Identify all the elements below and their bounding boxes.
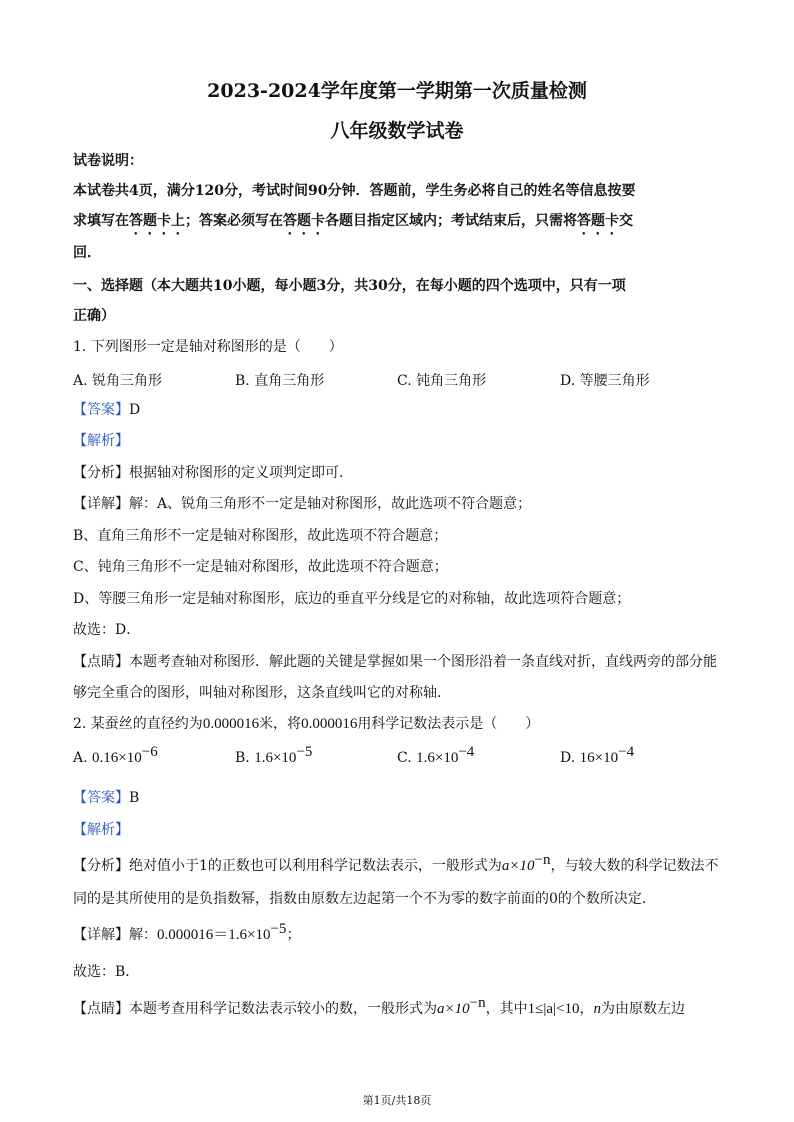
math-variable: n <box>593 1001 601 1017</box>
emphasis-text: 答题卡 <box>283 213 325 229</box>
text-segment: 解： <box>129 927 157 943</box>
instructions-line-3: 回． <box>73 245 101 261</box>
q1-option-b: B. 直角三角形 <box>235 373 325 389</box>
q1-dianjing-2: 够完全重合的图形，叫轴对称图形，这条直线叫它的对称轴． <box>73 685 451 701</box>
text-segment: 2. 某蚕丝的直径约为 <box>73 716 203 732</box>
q1-answer <box>73 401 140 419</box>
q2-stem <box>73 715 539 733</box>
option-math: 1.6×10 <box>254 750 297 766</box>
q2-option-b <box>235 744 313 767</box>
q2-analysis-tag: 【解析】 <box>73 822 129 838</box>
text-segment: ； <box>286 927 301 943</box>
q1-option-a: A. 锐角三角形 <box>73 373 163 389</box>
q1-xiangjie <box>73 495 531 513</box>
option-math: 1.6×10 <box>416 750 459 766</box>
option-math: 16×10 <box>579 750 619 766</box>
exam-title: 2023-2024学年度第一学期第一次质量检测 <box>207 80 587 102</box>
math-exponent: −n <box>469 995 486 1011</box>
text-segment: 交 <box>619 213 633 229</box>
dianjing-text: 本题考查轴对称图形．解此题的关键是掌握如果一个图形沿着一条直线对折，直线两旁的部分能 <box>129 654 717 670</box>
q1-stem: 1. 下列图形一定是轴对称图形的是（ ） <box>73 339 343 355</box>
text-segment: ；答案必须写在 <box>185 213 283 229</box>
math-exponent: −n <box>534 852 551 868</box>
math-expression: 0.000016＝1.6×10 <box>157 927 271 943</box>
q2-option-a <box>73 744 158 767</box>
text-segment: 本题考查用科学记数法表示较小的数，一般形式为 <box>129 1001 437 1017</box>
xiangjie-text: 解：A、锐角三角形不一定是轴对称图形，故此选项不符合题意； <box>129 496 532 512</box>
q2-fenxi-1 <box>73 852 719 875</box>
answer-value: B <box>129 790 140 806</box>
section-heading-line-1: 一、选择题（本大题共10小题，每小题3分，共30分，在每小题的四个选项中，只有一项 <box>73 278 626 294</box>
section-heading-line-2: 正确） <box>73 308 115 324</box>
emphasis-text: 答题卡 <box>577 213 619 229</box>
q1-dianjing-1 <box>73 653 717 671</box>
option-exponent: −4 <box>618 744 635 760</box>
fenxi-text: 根据轴对称图形的定义项判定即可． <box>129 465 353 481</box>
option-math: 0.16×10 <box>92 750 142 766</box>
dianjing-tag: 【点睛】 <box>73 1001 129 1017</box>
q2-option-d <box>560 744 635 767</box>
q2-xiangjie <box>73 921 301 944</box>
option-exponent: −4 <box>458 744 475 760</box>
math-expression: a×10 <box>501 858 535 874</box>
xiangjie-tag: 【详解】 <box>73 496 129 512</box>
q1-line-d: D、等腰三角形一定是轴对称图形，底边的垂直平分线是它的对称轴，故此选项符合题意； <box>73 591 631 607</box>
option-exponent: −5 <box>296 744 313 760</box>
q1-option-c: C. 钝角三角形 <box>397 373 487 389</box>
exam-subtitle: 八年级数学试卷 <box>330 120 464 142</box>
answer-tag: 【答案】 <box>73 402 129 418</box>
page-number: 第1页/共18页 <box>362 1094 432 1107</box>
instructions-line-1: 本试卷共4页，满分120分，考试时间90分钟．答题前，学生务必将自己的姓名等信息按要 <box>73 183 636 199</box>
q1-line-b: B、直角三角形不一定是轴对称图形，故此选项不符合题意； <box>73 528 448 544</box>
text-segment: 求填写在 <box>73 213 129 229</box>
q2-answer <box>73 789 139 807</box>
math-number: 0.000016 <box>301 716 358 732</box>
text-segment: ，与较大数的科学记数法不 <box>550 858 719 874</box>
q1-option-d: D. 等腰三角形 <box>560 373 650 389</box>
q2-choice: 故选：B． <box>73 964 140 980</box>
option-exponent: −6 <box>141 744 158 760</box>
text-segment: 用科学记数法表示是（ ） <box>357 716 540 732</box>
math-expression: a×10 <box>437 1001 470 1017</box>
option-label: A. <box>73 750 88 766</box>
text-segment: ， <box>579 1001 594 1017</box>
fenxi-tag: 【分析】 <box>73 465 129 481</box>
dianjing-tag: 【点睛】 <box>73 654 129 670</box>
text-segment: 为由原数左边 <box>600 1001 685 1017</box>
text-segment: ，其中 <box>485 1001 528 1017</box>
instructions-heading: 试卷说明： <box>73 153 143 169</box>
q2-option-c <box>397 744 475 767</box>
math-number: 0.000016 <box>202 716 260 732</box>
q1-line-c: C、钝角三角形不一定是轴对称图形，故此选项不符合题意； <box>73 559 448 575</box>
math-exponent: −5 <box>270 921 287 937</box>
answer-tag: 【答案】 <box>73 790 129 806</box>
q1-fenxi <box>73 464 353 482</box>
q2-dianjing <box>73 995 685 1018</box>
text-segment: 米，将 <box>259 716 302 732</box>
q1-choice: 故选：D． <box>73 622 141 638</box>
fenxi-tag: 【分析】 <box>73 858 129 874</box>
math-expression: 1≤|a|<10 <box>527 1001 580 1017</box>
emphasis-text: 答题卡上 <box>129 213 185 229</box>
option-label: D. <box>560 750 576 766</box>
option-label: B. <box>235 750 250 766</box>
answer-value: D <box>129 402 141 418</box>
xiangjie-tag: 【详解】 <box>73 927 129 943</box>
option-label: C. <box>397 750 412 766</box>
q2-fenxi-2: 同的是其所使用的是负指数幂，指数由原数左边起第一个不为零的数字前面的0的个数所决定． <box>73 891 656 907</box>
text-segment: 绝对值小于1的正数也可以利用科学记数法表示，一般形式为 <box>129 858 502 874</box>
q1-analysis-tag: 【解析】 <box>73 433 129 449</box>
instructions-line-2 <box>73 212 633 238</box>
text-segment: 各题目指定区域内；考试结束后，只需将 <box>325 213 577 229</box>
